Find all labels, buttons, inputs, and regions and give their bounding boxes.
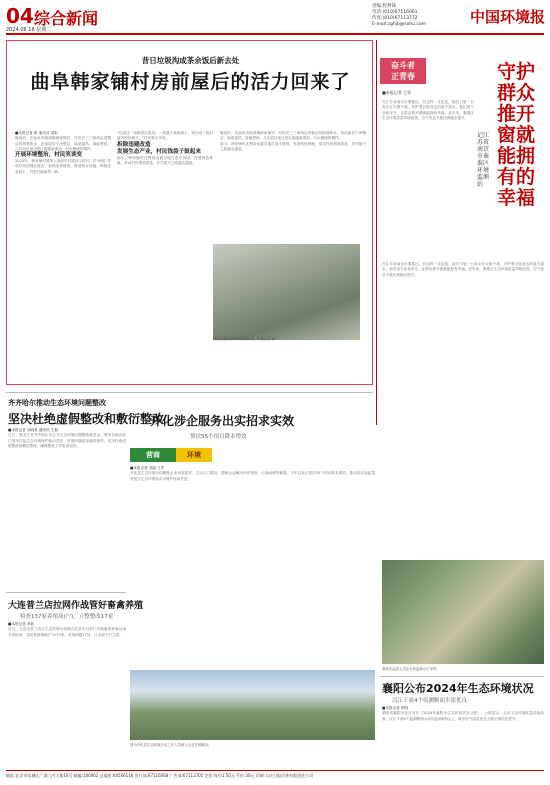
lead-body-6: 如今，韩家铺村还利用闲置空地打造小游园，发展特色种植，带动村民增收致富，乡村振兴之路越走越宽。 <box>220 141 366 151</box>
story2-headline: 坚决杜绝虚假整改和敷衍整改 <box>8 412 165 426</box>
story4-body <box>8 622 126 767</box>
lead-photo-caption: 村民在整治后的小游园休闲。本报记者 摄 <box>213 337 276 341</box>
story3-body <box>130 466 375 666</box>
feature-photo-caption: 秦淮区监测人员在水质监测点位采样。 <box>382 667 440 671</box>
story5-body <box>382 706 544 766</box>
story2-byline: ■本报记者 刘晓星 通讯员 王磊 <box>8 428 58 432</box>
issue-date: 2024.06.18 星期二 <box>6 27 52 33</box>
lead-col-2 <box>117 131 213 381</box>
feature-byline: ■本报记者 王荣 <box>382 90 412 95</box>
story3-byline: ■本报记者 刘晶 王军 <box>130 466 165 470</box>
feature-headline: 守护群众推开窗就能拥有的幸福 <box>497 61 536 209</box>
divider-line-2 <box>6 592 126 593</box>
story5-subhead: 汉江干流4个监测断面水质优良 <box>392 698 468 704</box>
lead-col-1 <box>15 131 111 381</box>
story4-byline: ■本报记者 李波 <box>8 622 35 626</box>
feature-subtitle: 记江苏省南京市秦淮区环境监测站 <box>477 132 490 188</box>
lead-body-2: 2023年，韩家铺村被纳入美丽乡村建设示范村，村“两委”带领村民清理垃圾沟，拆除违章建筑，修建排水设施，种植花草树木，村容村貌焕然一新。 <box>15 159 111 174</box>
story2-text: 近日，黑龙江省齐齐哈尔市召开生态环境问题整改推进会，要求各地各部门坚决扛起生态环境保护政治责任，对照问题清单逐项销号，坚决杜绝虚假整改和敷衍整改，确保整改工作取得实效。 <box>8 433 126 448</box>
lead-body-5: 晚饭后，在曲阜市陵城镇韩家铺村，村民们三三两两沿着整洁的街巷散步，房前屋后干净整洁，绿意盎然。谁能想到，几年前这里还是垃圾随意堆放、污水横流的模样。 <box>220 131 366 141</box>
story3-label-b: 环境 <box>176 448 212 462</box>
story4-headline: 大连普兰店拉网作战管好畜禽养殖 <box>8 601 144 611</box>
feature-body-1: 在江苏省南京市秦淮区，有这样一支队伍，他们日复一日奔走在大街小巷，守护着百姓身边的蓝天碧水。他们用专业和坚守，让群众推开窗就能拥有幸福。近年来，秦淮区生态环境质量持续改善，空气优良天数比例稳步提升。 <box>382 100 474 120</box>
story2-body <box>8 428 126 588</box>
lead-byline: ■本报记者 路 通讯员 刘彩 <box>15 131 58 135</box>
story3-photo <box>130 670 375 740</box>
story3-text: 开化县生态环境分局聚焦企业发展需求，主动上门服务，帮助企业解决环评审批、污染治理等难题，今年以来已帮扶55个项目降本增效，推动经济高质量发展与生态环境高水平保护协同并进。 <box>130 471 375 481</box>
masthead <box>0 0 550 34</box>
story5-headline: 襄阳公布2024年生态环境状况 <box>382 682 534 695</box>
lead-subhead-1: 开展环境整治，村民笑谈变 <box>15 152 83 159</box>
lead-subhead-2: 拆除违建改造 <box>117 141 151 148</box>
story4-text: 近日，大连市普兰店区生态环境分局联合农业农村部门开展畜禽养殖污染专项检查，共检查养殖场(户)137家，发现问题17处，已全部立行立改。 <box>8 627 126 637</box>
section-title: 综合新闻 <box>34 9 99 28</box>
lead-photo <box>213 244 360 340</box>
feature-photo <box>382 560 544 664</box>
divider-line-3 <box>380 676 544 677</box>
lead-subhead-3: 发展生态产业，村民钱袋子鼓起来 <box>117 148 201 155</box>
newspaper-logo: 中国环境报 <box>470 8 546 26</box>
story2-kicker: 齐齐哈尔推动生态环境问题整改 <box>8 399 106 407</box>
story3-subhead: 帮扶55个项目降本增效 <box>190 434 247 440</box>
feature-body-2: 在江苏省南京市秦淮区，有这样一支队伍，他们日复一日奔走在大街小巷，守护着百姓身边的蓝天碧水。他们用专业和坚守，让群众推开窗就能拥有幸福。近年来，秦淮区生态环境质量持续改善，空气优良天数比例稳步提升。 <box>382 262 544 277</box>
lead-body-1: 晚饭后，在曲阜市陵城镇韩家铺村，村民们三三两两沿着整洁的街巷散步，房前屋后干净整洁，绿意盎然。谁能想到，几年前这里还是垃圾随意堆放、污水横流的模样。 <box>15 136 111 151</box>
divider-line <box>6 392 373 393</box>
column-tag-line-1: 奋斗者 <box>391 61 415 70</box>
page-footer: 地址:北京市东城区广渠门内大街16号 邮编:100062 总编室:64566116 发行部:67116068 广告部:67113705 定价:每份1.50元 月价:30元 印刷:人民日报印务有限责任公司 <box>6 770 544 779</box>
story4-subhead: 检查137家养殖场(户)，立整整改17家 <box>20 614 114 620</box>
lead-kicker: 昔日垃圾沟成茶余饭后新去处 <box>141 56 240 65</box>
story3-headline: 开化涉企服务出实招求实效 <box>150 414 295 428</box>
masthead-rule <box>6 33 544 35</box>
feature-body <box>382 262 544 557</box>
story5-byline: ■本报记者 钟明 <box>382 706 409 710</box>
lead-headline: 曲阜韩家铺村房前屋后的活力回来了 <box>30 71 351 93</box>
column-divider <box>376 40 377 425</box>
story5-text: 湖北省襄阳市近日发布《2024年襄阳市生态环境状况公报》。公报显示，全市生态环境质量持续改善，汉江干流4个监测断面水质均达到Ⅱ类以上，城市空气质量优良天数比例同比提升。 <box>382 711 544 721</box>
story3-photo-caption: 图为开化县生态环境分局工作人员深入企业开展服务。 <box>130 743 212 747</box>
lead-body-4: 如今，韩家铺村还利用闲置空地打造小游园，发展特色种植，带动村民增收致富，乡村振兴之路越走越宽。 <box>117 155 213 165</box>
page-number: 04 <box>6 4 34 28</box>
editor-info: 责编:程利锋 电话:(010)67116061 传真:(010)67113772 E-mail:zghjb@sohu.com <box>372 4 427 27</box>
feature-body-top <box>382 100 474 200</box>
column-tag <box>380 58 426 84</box>
column-tag-line-2: 正青春 <box>391 72 415 81</box>
story3-label-a: 营商 <box>130 448 176 462</box>
lead-body-3: “以前这一条路是垃圾沟，一到夏天臭味熏天，现在成了我们遛弯的好地方。”村民韩大爷说。 <box>117 131 213 141</box>
